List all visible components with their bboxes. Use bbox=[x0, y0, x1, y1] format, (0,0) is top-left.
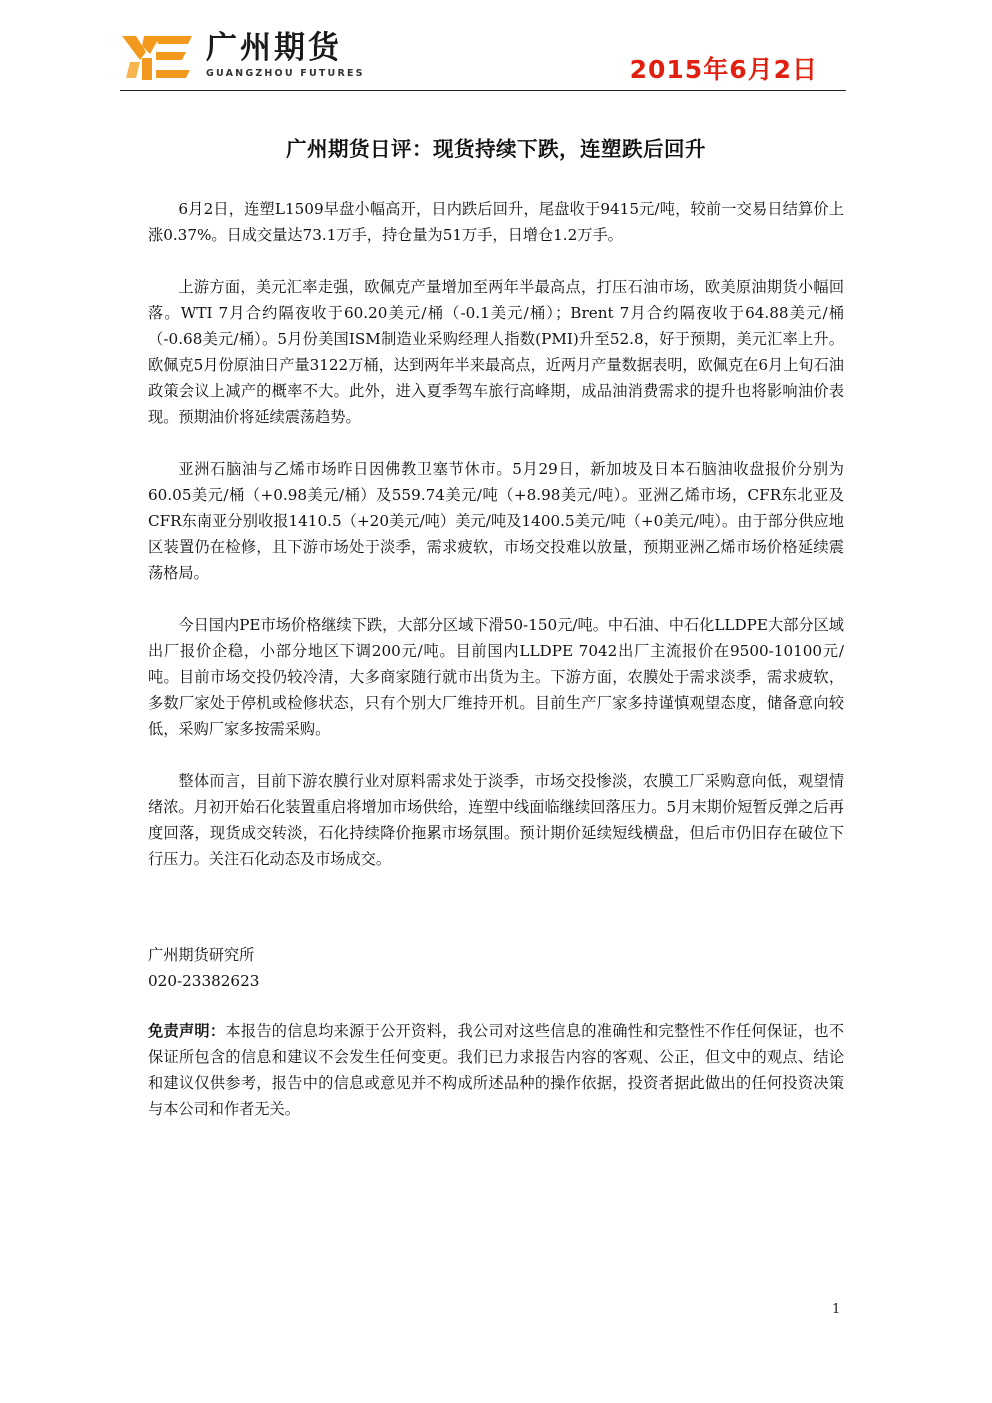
page-header bbox=[120, 28, 846, 90]
contact-block bbox=[148, 942, 844, 994]
disclaimer-text: 本报告的信息均来源于公开资料，我公司对这些信息的准确性和完整性不作任何保证，也不保证所包含的信息和建议不会发生任何变更。我们已力求报告内容的客观、公正，但文中的观点、结论和建议仅供参考，报告中的信息或意见并不构成所述品种的操作依据，投资者据此做出的任何投资决策与本公司和作者无关。 bbox=[148, 1022, 845, 1118]
report-title: 广州期货日评：现货持续下跌，连塑跌后回升 bbox=[286, 137, 706, 161]
company-name-en: GUANGZHOU FUTURES bbox=[206, 68, 365, 79]
paragraph-naphtha-ethylene: 亚洲石脑油与乙烯市场昨日因佛教卫塞节休市。5月29日，新加坡及日本石脑油收盘报价分别为60.05美元/桶（+0.98美元/桶）及559.74美元/吨（+8.98美元/吨）。亚洲乙烯市场，CFR东北亚及CFR东南亚分别收报1410.5（+20美元/吨）美元/吨及1400.5美元/吨（+0美元/吨）。由于部分供应地区装置仍在检修，且下游市场处于淡季，需求疲软，市场交投难以放量，预期亚洲乙烯市场价格延续震荡格局。 bbox=[148, 460, 844, 582]
page-number: 1 bbox=[832, 1302, 841, 1317]
report-body bbox=[148, 196, 844, 1122]
company-name-cn: 广州期货 bbox=[206, 30, 342, 66]
header-divider bbox=[120, 90, 846, 91]
paragraph-upstream: 上游方面，美元汇率走强，欧佩克产量增加至两年半最高点，打压石油市场，欧美原油期货小幅回落。WTI 7月合约隔夜收于60.20美元/桶（-0.1美元/桶）；Brent 7月合约隔夜收于64.88美元/桶（-0.68美元/桶）。5月份美国ISM制造业采购经理人指数(PMI)升至52.8，好于预期，美元汇率上升。欧佩克5月份原油日产量3122万桶，达到两年半来最高点，近两月产量数据表明，欧佩克在6月上旬石油政策会议上减产的概率不大。此外，进入夏季驾车旅行高峰期，成品油消费需求的提升也将影响油价表现。预期油价将延续震荡趋势。 bbox=[148, 278, 844, 426]
paragraph-market-summary: 6月2日，连塑L1509早盘小幅高开，日内跌后回升，尾盘收于9415元/吨，较前一交易日结算价上涨0.37%。日成交量达73.1万手，持仓量为51万手，日增仓1.2万手。 bbox=[148, 200, 844, 244]
disclaimer-label: 免责声明： bbox=[148, 1022, 226, 1040]
paragraph-outlook: 整体而言，目前下游农膜行业对原料需求处于淡季，市场交投惨淡，农膜工厂采购意向低，观望情绪浓。月初开始石化装置重启将增加市场供给，连塑中线面临继续回落压力。5月末期价短暂反弹之后再度回落，现货成交转淡，石化持续降价拖累市场氛围。预计期价延续短线横盘，但后市仍旧存在破位下行压力。关注石化动态及市场成交。 bbox=[148, 772, 844, 868]
contact-org: 广州期货研究所 bbox=[148, 946, 255, 964]
report-date: 2015年6月2日 bbox=[629, 55, 818, 84]
paragraph-domestic-pe: 今日国内PE市场价格继续下跌，大部分区域下滑50-150元/吨。中石油、中石化LLDPE大部分区域出厂报价企稳，小部分地区下调200元/吨。目前国内LLDPE 7042出厂主流报价在9500-10100元/吨。目前市场交投仍较冷清，大多商家随行就市出货为主。下游方面，农膜处于需求淡季，需求疲软，多数厂家处于停机或检修状态，只有个别大厂维持开机。目前生产厂家多持谨慎观望态度，储备意向较低，采购厂家多按需采购。 bbox=[148, 616, 844, 738]
company-logo-icon bbox=[122, 32, 192, 82]
contact-phone: 020-23382623 bbox=[148, 972, 260, 990]
disclaimer bbox=[148, 1018, 844, 1122]
